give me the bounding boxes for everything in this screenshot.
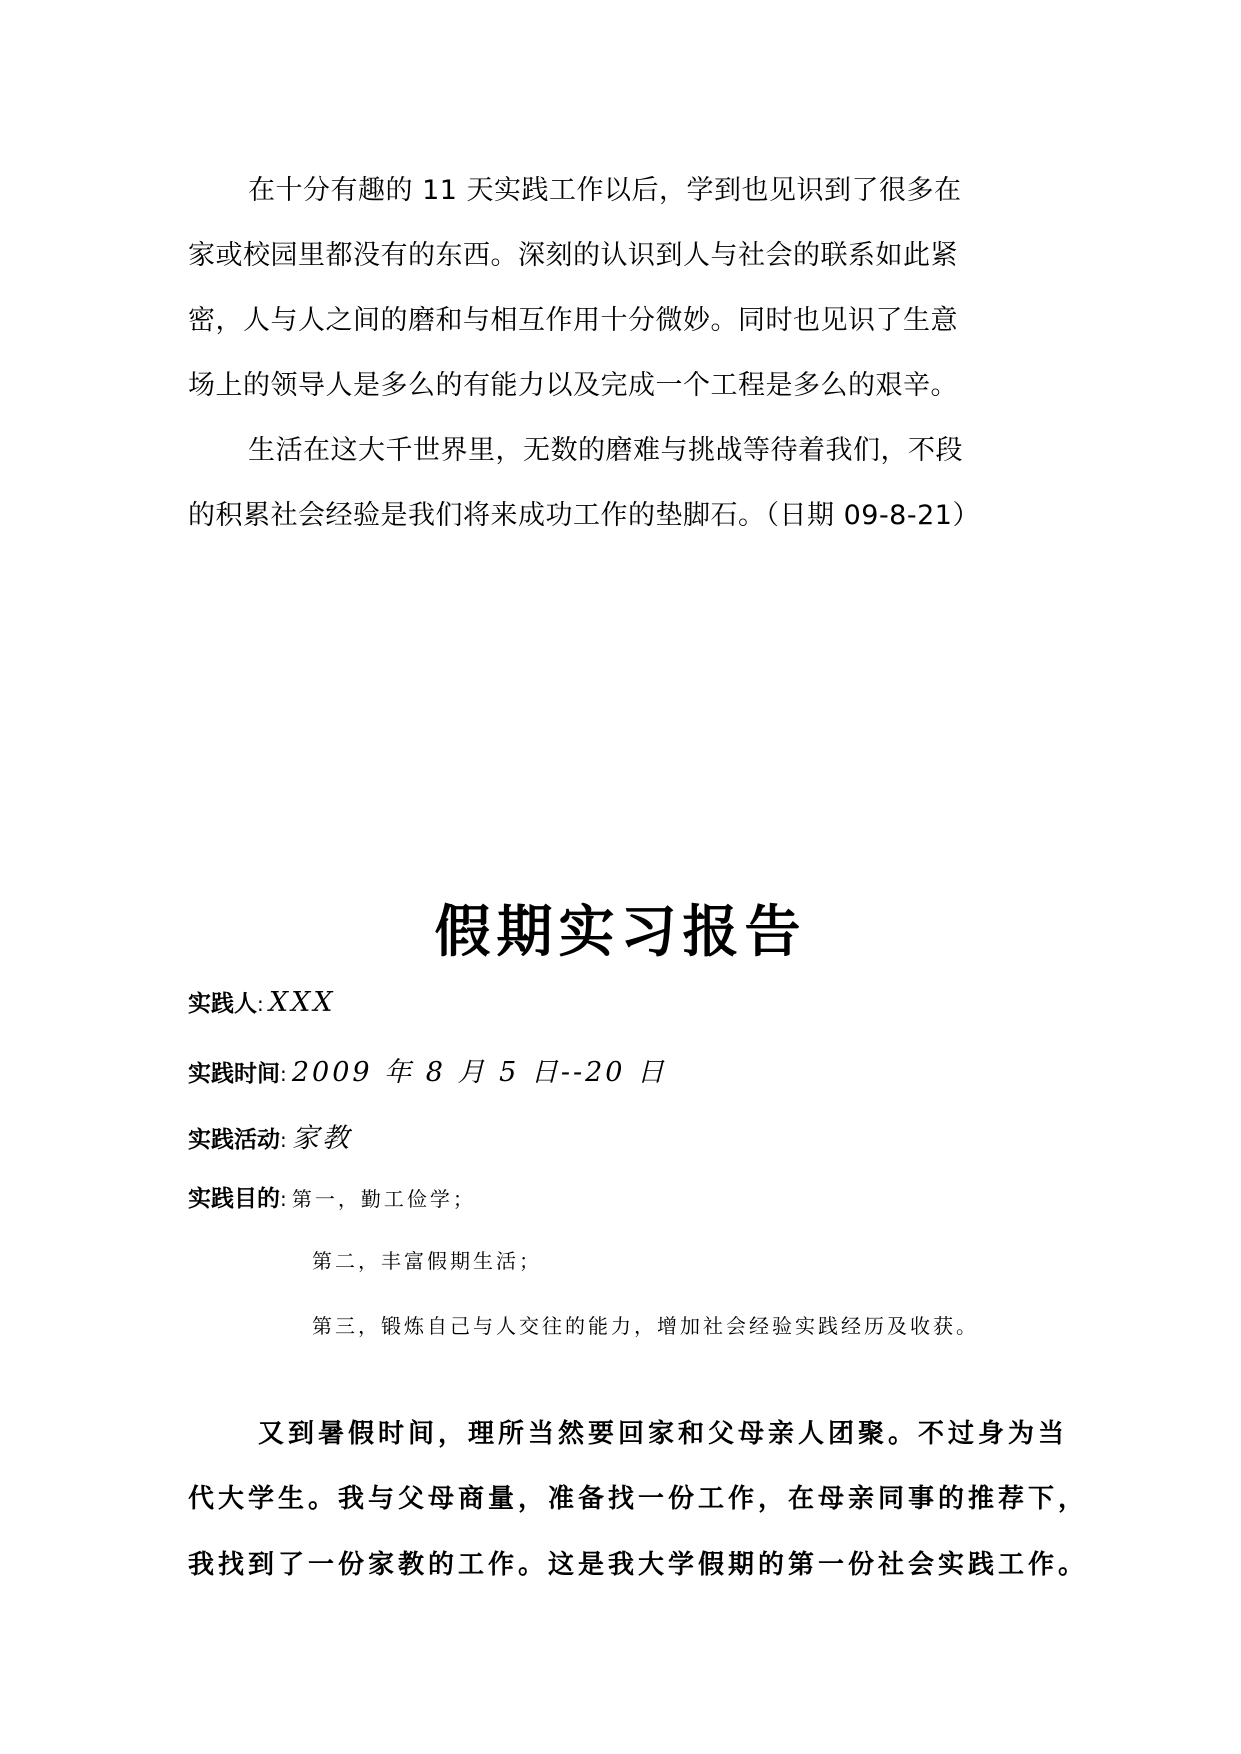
paragraph-line: 代大学生。我与父母商量，准备找一份工作，在母亲同事的推荐下，: [188, 1484, 1089, 1514]
report-title: 假期实习报告: [434, 899, 807, 965]
paragraph-line: 生活在这大千世界里，无数的磨难与挑战等待着我们，不段: [248, 435, 963, 466]
field-label: 实践时间: [188, 1061, 280, 1087]
field-separator: :: [280, 1128, 287, 1152]
field-practice-time: [188, 1050, 667, 1089]
field-separator: :: [280, 1062, 287, 1086]
field-practice-activity: [188, 1116, 352, 1155]
paragraph-line: 场上的领导人是多么的有能力以及完成一个工程是多么的艰辛。: [188, 370, 958, 401]
paragraph-line: 家或校园里都没有的东西。深刻的认识到人与社会的联系如此紧: [188, 240, 958, 271]
purpose-item: 第二，丰富假期生活；: [312, 1249, 542, 1273]
field-label: 实践人: [188, 991, 257, 1017]
field-separator: :: [257, 992, 264, 1016]
paragraph-line: 在十分有趣的 11 天实践工作以后，学到也见识到了很多在: [248, 175, 962, 206]
field-value: 家教: [291, 1123, 352, 1154]
paragraph-line: 我找到了一份家教的工作。这是我大学假期的第一份社会实践工作。: [188, 1550, 1089, 1580]
purpose-item: 第三，锻炼自己与人交往的能力，增加社会经验实践经历及收获。: [312, 1314, 979, 1338]
field-label: 实践目的: [188, 1186, 280, 1212]
paragraph-line: 又到暑假时间，理所当然要回家和父母亲人团聚。不过身为当: [258, 1419, 1069, 1449]
field-value: XXX: [268, 987, 336, 1018]
paragraph-line: 密，人与人之间的磨和与相互作用十分微妙。同时也见识了生意: [188, 305, 958, 336]
field-practice-purpose: [188, 1180, 476, 1213]
field-label: 实践活动: [188, 1127, 280, 1153]
field-practitioner: [188, 985, 336, 1018]
field-value: 2009 年 8 月 5 日--20 日: [291, 1057, 668, 1088]
field-separator: :: [280, 1187, 287, 1211]
purpose-item: 第一，勤工俭学；: [291, 1187, 476, 1211]
paragraph-line: 的积累社会经验是我们将来成功工作的垫脚石。（日期 09-8-21）: [188, 500, 980, 531]
